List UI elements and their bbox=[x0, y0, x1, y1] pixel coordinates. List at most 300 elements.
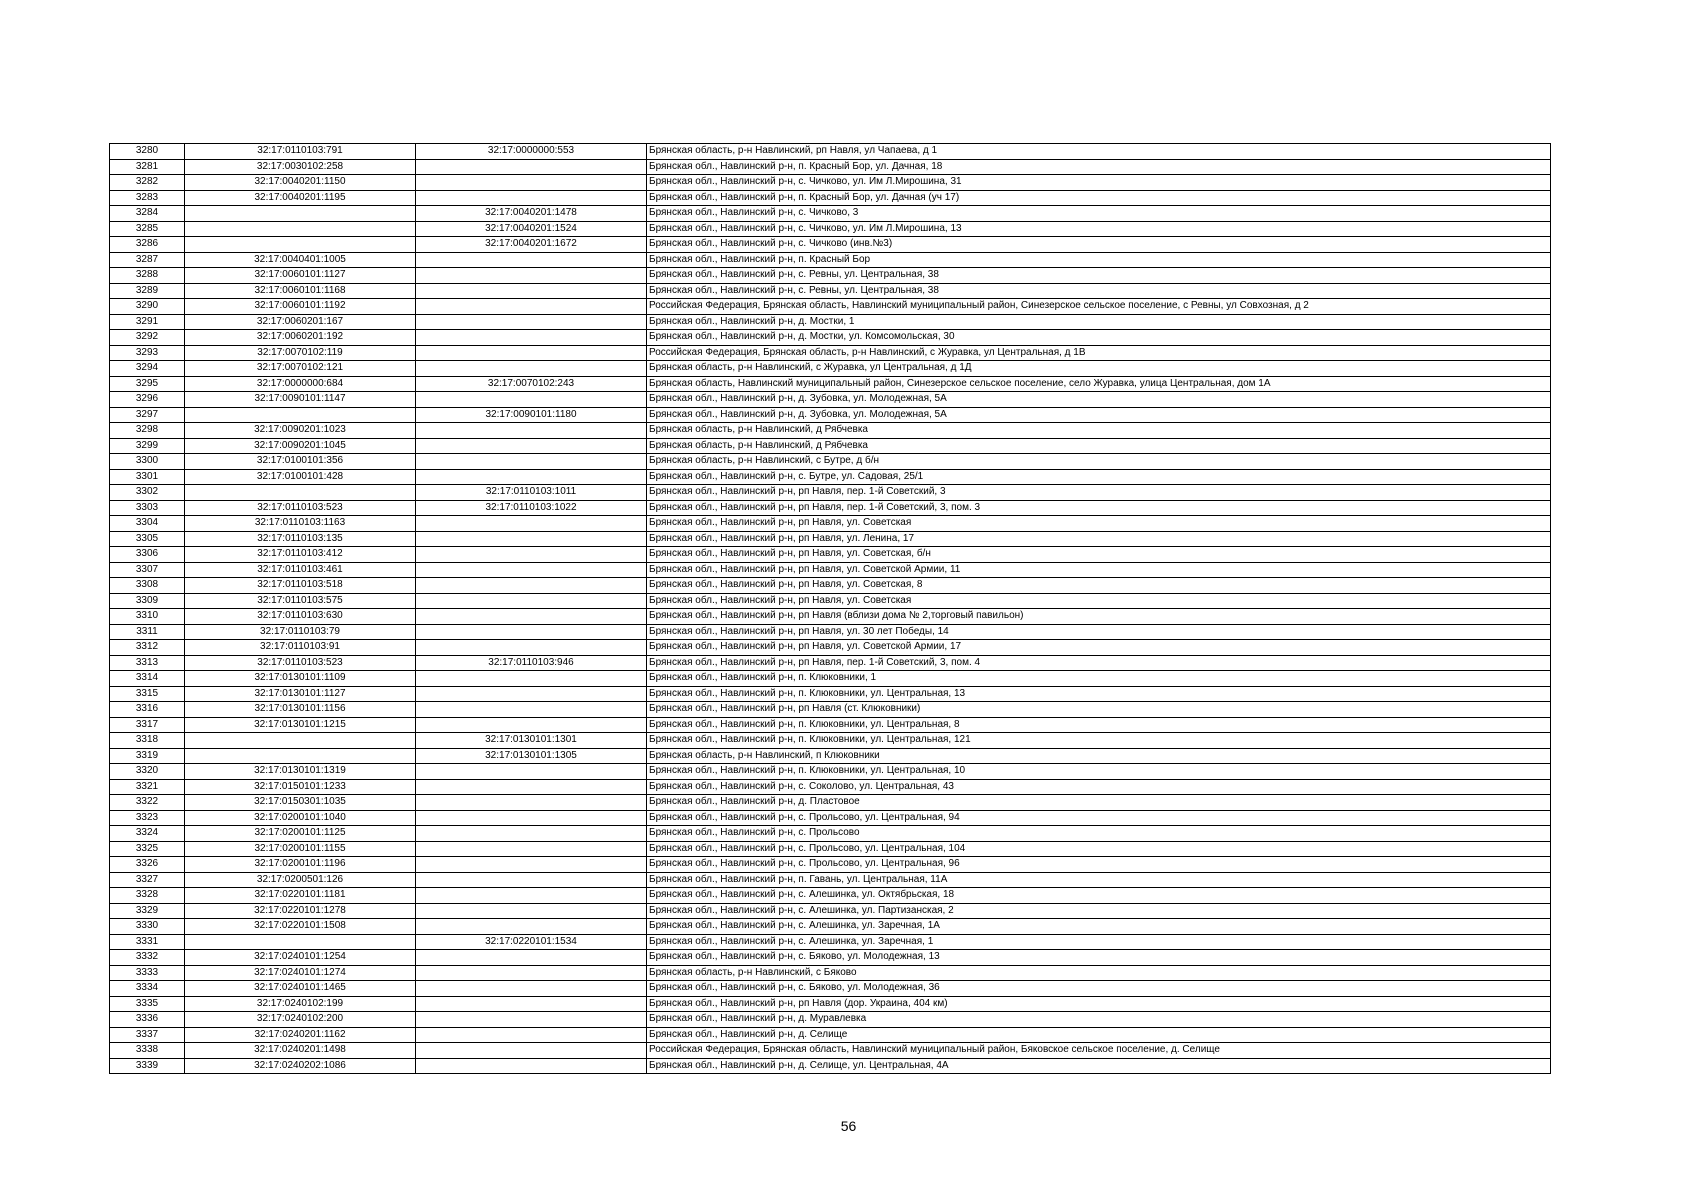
row-number-cell: 3281 bbox=[110, 159, 185, 175]
row-number-cell: 3280 bbox=[110, 144, 185, 160]
address-cell: Брянская обл., Навлинский р-н, с. Бяково, ул. Молодежная, 36 bbox=[647, 981, 1551, 997]
related-cadastral-number-cell bbox=[416, 888, 647, 904]
row-number-cell: 3306 bbox=[110, 547, 185, 563]
table-row bbox=[110, 779, 1551, 795]
related-cadastral-number-cell bbox=[416, 702, 647, 718]
row-number-cell: 3339 bbox=[110, 1058, 185, 1074]
related-cadastral-number-cell bbox=[416, 965, 647, 981]
address-cell: Брянская обл., Навлинский р-н, с. Алешинка, ул. Заречная, 1 bbox=[647, 934, 1551, 950]
row-number-cell: 3322 bbox=[110, 795, 185, 811]
related-cadastral-number-cell: 32:17:0090101:1180 bbox=[416, 407, 647, 423]
address-cell: Брянская обл., Навлинский р-н, с. Чичково, ул. Им Л.Мирошина, 13 bbox=[647, 221, 1551, 237]
cadastral-number-cell bbox=[185, 748, 416, 764]
row-number-cell: 3296 bbox=[110, 392, 185, 408]
address-cell: Брянская обл., Навлинский р-н, с. Бутре, ул. Садовая, 25/1 bbox=[647, 469, 1551, 485]
address-cell: Брянская обл., Навлинский р-н, рп Навля, ул. 30 лет Победы, 14 bbox=[647, 624, 1551, 640]
row-number-cell: 3294 bbox=[110, 361, 185, 377]
related-cadastral-number-cell: 32:17:0130101:1305 bbox=[416, 748, 647, 764]
row-number-cell: 3288 bbox=[110, 268, 185, 284]
cadastral-number-cell: 32:17:0090201:1045 bbox=[185, 438, 416, 454]
address-cell: Брянская обл., Навлинский р-н, рп Навля, ул. Советской Армии, 11 bbox=[647, 562, 1551, 578]
row-number-cell: 3316 bbox=[110, 702, 185, 718]
table-row bbox=[110, 996, 1551, 1012]
related-cadastral-number-cell bbox=[416, 454, 647, 470]
cadastral-number-cell: 32:17:0110103:791 bbox=[185, 144, 416, 160]
row-number-cell: 3323 bbox=[110, 810, 185, 826]
table-row bbox=[110, 330, 1551, 346]
related-cadastral-number-cell bbox=[416, 903, 647, 919]
related-cadastral-number-cell bbox=[416, 392, 647, 408]
cadastral-number-cell: 32:17:0030102:258 bbox=[185, 159, 416, 175]
address-cell: Российская Федерация, Брянская область, Навлинский муниципальный район, Бяковское сельское поселение, д. Селище bbox=[647, 1043, 1551, 1059]
row-number-cell: 3327 bbox=[110, 872, 185, 888]
page-number: 56 bbox=[840, 1118, 857, 1134]
row-number-cell: 3336 bbox=[110, 1012, 185, 1028]
table-row bbox=[110, 919, 1551, 935]
cadastral-number-cell: 32:17:0240201:1162 bbox=[185, 1027, 416, 1043]
cadastral-number-cell: 32:17:0200101:1196 bbox=[185, 857, 416, 873]
address-cell: Брянская обл., Навлинский р-н, п. Красный Бор, ул. Дачная (уч 17) bbox=[647, 190, 1551, 206]
row-number-cell: 3303 bbox=[110, 500, 185, 516]
cadastral-number-cell: 32:17:0110103:523 bbox=[185, 500, 416, 516]
cadastral-number-cell: 32:17:0240202:1086 bbox=[185, 1058, 416, 1074]
row-number-cell: 3328 bbox=[110, 888, 185, 904]
address-cell: Брянская обл., Навлинский р-н, д. Селище, ул. Центральная, 4А bbox=[647, 1058, 1551, 1074]
table-row bbox=[110, 190, 1551, 206]
related-cadastral-number-cell bbox=[416, 345, 647, 361]
address-cell: Брянская область, р-н Навлинский, д Рябчевка bbox=[647, 438, 1551, 454]
row-number-cell: 3283 bbox=[110, 190, 185, 206]
cadastral-number-cell: 32:17:0110103:630 bbox=[185, 609, 416, 625]
address-cell: Брянская область, р-н Навлинский, п Клюковники bbox=[647, 748, 1551, 764]
table-row bbox=[110, 407, 1551, 423]
related-cadastral-number-cell bbox=[416, 981, 647, 997]
address-cell: Брянская обл., Навлинский р-н, с. Прольсово bbox=[647, 826, 1551, 842]
table-row bbox=[110, 252, 1551, 268]
row-number-cell: 3315 bbox=[110, 686, 185, 702]
cadastral-number-cell: 32:17:0060101:1192 bbox=[185, 299, 416, 315]
table-row bbox=[110, 686, 1551, 702]
table-row bbox=[110, 872, 1551, 888]
address-cell: Брянская обл., Навлинский р-н, с. Чичково, 3 bbox=[647, 206, 1551, 222]
cadastral-number-cell: 32:17:0040201:1150 bbox=[185, 175, 416, 191]
row-number-cell: 3282 bbox=[110, 175, 185, 191]
related-cadastral-number-cell bbox=[416, 547, 647, 563]
row-number-cell: 3301 bbox=[110, 469, 185, 485]
address-cell: Брянская обл., Навлинский р-н, д. Мостки, ул. Комсомольская, 30 bbox=[647, 330, 1551, 346]
row-number-cell: 3291 bbox=[110, 314, 185, 330]
address-cell: Брянская обл., Навлинский р-н, п. Клюковники, ул. Центральная, 13 bbox=[647, 686, 1551, 702]
cadastral-number-cell bbox=[185, 407, 416, 423]
address-cell: Брянская обл., Навлинский р-н, д. Зубовка, ул. Молодежная, 5А bbox=[647, 392, 1551, 408]
related-cadastral-number-cell bbox=[416, 159, 647, 175]
row-number-cell: 3298 bbox=[110, 423, 185, 439]
cadastral-number-cell: 32:17:0220101:1181 bbox=[185, 888, 416, 904]
address-cell: Брянская область, р-н Навлинский, д Рябчевка bbox=[647, 423, 1551, 439]
table-row bbox=[110, 516, 1551, 532]
table-row bbox=[110, 857, 1551, 873]
related-cadastral-number-cell bbox=[416, 1012, 647, 1028]
row-number-cell: 3310 bbox=[110, 609, 185, 625]
related-cadastral-number-cell bbox=[416, 531, 647, 547]
address-cell: Брянская обл., Навлинский р-н, с. Ревны, ул. Центральная, 38 bbox=[647, 268, 1551, 284]
address-cell: Брянская обл., Навлинский р-н, с. Алешинка, ул. Партизанская, 2 bbox=[647, 903, 1551, 919]
table-row bbox=[110, 826, 1551, 842]
row-number-cell: 3338 bbox=[110, 1043, 185, 1059]
address-cell: Брянская обл., Навлинский р-н, рп Навля, ул. Советской Армии, 17 bbox=[647, 640, 1551, 656]
row-number-cell: 3290 bbox=[110, 299, 185, 315]
row-number-cell: 3311 bbox=[110, 624, 185, 640]
address-cell: Брянская обл., Навлинский р-н, п. Красный Бор, ул. Дачная, 18 bbox=[647, 159, 1551, 175]
cadastral-number-cell: 32:17:0070102:119 bbox=[185, 345, 416, 361]
related-cadastral-number-cell bbox=[416, 686, 647, 702]
related-cadastral-number-cell bbox=[416, 764, 647, 780]
related-cadastral-number-cell bbox=[416, 779, 647, 795]
cadastral-number-cell: 32:17:0060201:192 bbox=[185, 330, 416, 346]
related-cadastral-number-cell bbox=[416, 1043, 647, 1059]
table-row bbox=[110, 671, 1551, 687]
cadastral-number-cell: 32:17:0040201:1195 bbox=[185, 190, 416, 206]
registry-table-body bbox=[110, 144, 1551, 1074]
cadastral-number-cell: 32:17:0110103:523 bbox=[185, 655, 416, 671]
address-cell: Российская Федерация, Брянская область, р-н Навлинский, с Журавка, ул Центральная, д 1В bbox=[647, 345, 1551, 361]
table-row bbox=[110, 175, 1551, 191]
related-cadastral-number-cell bbox=[416, 314, 647, 330]
cadastral-number-cell: 32:17:0040401:1005 bbox=[185, 252, 416, 268]
cadastral-number-cell bbox=[185, 206, 416, 222]
cadastral-number-cell: 32:17:0130101:1156 bbox=[185, 702, 416, 718]
related-cadastral-number-cell bbox=[416, 423, 647, 439]
address-cell: Брянская обл., Навлинский р-н, рп Навля (вблизи дома № 2,торговый павильон) bbox=[647, 609, 1551, 625]
related-cadastral-number-cell: 32:17:0070102:243 bbox=[416, 376, 647, 392]
table-row bbox=[110, 438, 1551, 454]
table-row bbox=[110, 748, 1551, 764]
table-row bbox=[110, 981, 1551, 997]
row-number-cell: 3312 bbox=[110, 640, 185, 656]
table-row bbox=[110, 454, 1551, 470]
row-number-cell: 3324 bbox=[110, 826, 185, 842]
table-row bbox=[110, 547, 1551, 563]
related-cadastral-number-cell bbox=[416, 516, 647, 532]
address-cell: Брянская обл., Навлинский р-н, с. Алешинка, ул. Заречная, 1А bbox=[647, 919, 1551, 935]
address-cell: Брянская область, р-н Навлинский, с Бяково bbox=[647, 965, 1551, 981]
table-row bbox=[110, 1043, 1551, 1059]
row-number-cell: 3309 bbox=[110, 593, 185, 609]
address-cell: Брянская область, р-н Навлинский, с Журавка, ул Центральная, д 1Д bbox=[647, 361, 1551, 377]
address-cell: Брянская обл., Навлинский р-н, рп Навля, ул. Советская, 8 bbox=[647, 578, 1551, 594]
row-number-cell: 3292 bbox=[110, 330, 185, 346]
cadastral-number-cell bbox=[185, 221, 416, 237]
row-number-cell: 3332 bbox=[110, 950, 185, 966]
address-cell: Брянская обл., Навлинский р-н, с. Соколово, ул. Центральная, 43 bbox=[647, 779, 1551, 795]
address-cell: Брянская обл., Навлинский р-н, д. Пластовое bbox=[647, 795, 1551, 811]
table-row bbox=[110, 934, 1551, 950]
table-row bbox=[110, 965, 1551, 981]
cadastral-number-cell: 32:17:0090101:1147 bbox=[185, 392, 416, 408]
row-number-cell: 3319 bbox=[110, 748, 185, 764]
related-cadastral-number-cell: 32:17:0110103:1011 bbox=[416, 485, 647, 501]
cadastral-number-cell: 32:17:0130101:1127 bbox=[185, 686, 416, 702]
cadastral-number-cell: 32:17:0150301:1035 bbox=[185, 795, 416, 811]
cadastral-number-cell: 32:17:0060101:1127 bbox=[185, 268, 416, 284]
row-number-cell: 3307 bbox=[110, 562, 185, 578]
related-cadastral-number-cell: 32:17:0040201:1478 bbox=[416, 206, 647, 222]
cadastral-number-cell bbox=[185, 485, 416, 501]
table-row bbox=[110, 1058, 1551, 1074]
related-cadastral-number-cell bbox=[416, 1027, 647, 1043]
address-cell: Брянская обл., Навлинский р-н, рп Навля, ул. Советская bbox=[647, 593, 1551, 609]
cadastral-number-cell: 32:17:0070102:121 bbox=[185, 361, 416, 377]
row-number-cell: 3295 bbox=[110, 376, 185, 392]
address-cell: Брянская обл., Навлинский р-н, с. Прольсово, ул. Центральная, 94 bbox=[647, 810, 1551, 826]
table-row bbox=[110, 810, 1551, 826]
related-cadastral-number-cell bbox=[416, 996, 647, 1012]
row-number-cell: 3313 bbox=[110, 655, 185, 671]
address-cell: Брянская обл., Навлинский р-н, рп Навля, ул. Ленина, 17 bbox=[647, 531, 1551, 547]
related-cadastral-number-cell bbox=[416, 469, 647, 485]
address-cell: Брянская обл., Навлинский р-н, с. Прольсово, ул. Центральная, 96 bbox=[647, 857, 1551, 873]
cadastral-number-cell bbox=[185, 733, 416, 749]
table-row bbox=[110, 795, 1551, 811]
address-cell: Брянская обл., Навлинский р-н, рп Навля, пер. 1-й Советский, 3 bbox=[647, 485, 1551, 501]
address-cell: Брянская обл., Навлинский р-н, д. Зубовка, ул. Молодежная, 5А bbox=[647, 407, 1551, 423]
related-cadastral-number-cell bbox=[416, 671, 647, 687]
cadastral-number-cell: 32:17:0200101:1155 bbox=[185, 841, 416, 857]
table-row bbox=[110, 717, 1551, 733]
cadastral-number-cell: 32:17:0110103:412 bbox=[185, 547, 416, 563]
table-row bbox=[110, 469, 1551, 485]
row-number-cell: 3326 bbox=[110, 857, 185, 873]
related-cadastral-number-cell bbox=[416, 361, 647, 377]
row-number-cell: 3333 bbox=[110, 965, 185, 981]
related-cadastral-number-cell bbox=[416, 826, 647, 842]
address-cell: Брянская обл., Навлинский р-н, с. Прольсово, ул. Центральная, 104 bbox=[647, 841, 1551, 857]
row-number-cell: 3337 bbox=[110, 1027, 185, 1043]
related-cadastral-number-cell bbox=[416, 919, 647, 935]
cadastral-number-cell: 32:17:0150101:1233 bbox=[185, 779, 416, 795]
row-number-cell: 3330 bbox=[110, 919, 185, 935]
row-number-cell: 3293 bbox=[110, 345, 185, 361]
related-cadastral-number-cell bbox=[416, 252, 647, 268]
address-cell: Брянская обл., Навлинский р-н, с. Чичково, ул. Им Л.Мирошина, 31 bbox=[647, 175, 1551, 191]
cadastral-number-cell: 32:17:0110103:518 bbox=[185, 578, 416, 594]
cadastral-number-cell: 32:17:0200501:126 bbox=[185, 872, 416, 888]
related-cadastral-number-cell bbox=[416, 624, 647, 640]
table-row bbox=[110, 268, 1551, 284]
table-row bbox=[110, 593, 1551, 609]
table-row bbox=[110, 1027, 1551, 1043]
row-number-cell: 3285 bbox=[110, 221, 185, 237]
cadastral-number-cell: 32:17:0200101:1125 bbox=[185, 826, 416, 842]
address-cell: Брянская обл., Навлинский р-н, с. Ревны, ул. Центральная, 38 bbox=[647, 283, 1551, 299]
related-cadastral-number-cell bbox=[416, 810, 647, 826]
cadastral-number-cell: 32:17:0130101:1109 bbox=[185, 671, 416, 687]
table-row bbox=[110, 702, 1551, 718]
related-cadastral-number-cell: 32:17:0040201:1672 bbox=[416, 237, 647, 253]
cadastral-number-cell: 32:17:0100101:356 bbox=[185, 454, 416, 470]
related-cadastral-number-cell bbox=[416, 562, 647, 578]
related-cadastral-number-cell: 32:17:0130101:1301 bbox=[416, 733, 647, 749]
address-cell: Брянская обл., Навлинский р-н, д. Селище bbox=[647, 1027, 1551, 1043]
table-row bbox=[110, 640, 1551, 656]
cadastral-number-cell: 32:17:0110103:79 bbox=[185, 624, 416, 640]
table-row bbox=[110, 159, 1551, 175]
cadastral-number-cell: 32:17:0100101:428 bbox=[185, 469, 416, 485]
row-number-cell: 3331 bbox=[110, 934, 185, 950]
related-cadastral-number-cell bbox=[416, 872, 647, 888]
related-cadastral-number-cell bbox=[416, 640, 647, 656]
row-number-cell: 3329 bbox=[110, 903, 185, 919]
table-row bbox=[110, 314, 1551, 330]
row-number-cell: 3335 bbox=[110, 996, 185, 1012]
table-row bbox=[110, 531, 1551, 547]
related-cadastral-number-cell bbox=[416, 330, 647, 346]
cadastral-number-cell: 32:17:0130101:1319 bbox=[185, 764, 416, 780]
related-cadastral-number-cell bbox=[416, 950, 647, 966]
table-row bbox=[110, 841, 1551, 857]
table-row bbox=[110, 950, 1551, 966]
cadastral-number-cell: 32:17:0240102:200 bbox=[185, 1012, 416, 1028]
row-number-cell: 3320 bbox=[110, 764, 185, 780]
related-cadastral-number-cell: 32:17:0110103:946 bbox=[416, 655, 647, 671]
row-number-cell: 3304 bbox=[110, 516, 185, 532]
address-cell: Брянская обл., Навлинский р-н, с. Бяково, ул. Молодежная, 13 bbox=[647, 950, 1551, 966]
address-cell: Брянская обл., Навлинский р-н, д. Муравлевка bbox=[647, 1012, 1551, 1028]
address-cell: Брянская обл., Навлинский р-н, рп Навля (ст. Клюковники) bbox=[647, 702, 1551, 718]
cadastral-number-cell: 32:17:0220101:1508 bbox=[185, 919, 416, 935]
related-cadastral-number-cell bbox=[416, 175, 647, 191]
cadastral-number-cell: 32:17:0110103:135 bbox=[185, 531, 416, 547]
related-cadastral-number-cell: 32:17:0040201:1524 bbox=[416, 221, 647, 237]
table-row bbox=[110, 345, 1551, 361]
address-cell: Брянская обл., Навлинский р-н, с. Алешинка, ул. Октябрьская, 18 bbox=[647, 888, 1551, 904]
row-number-cell: 3284 bbox=[110, 206, 185, 222]
related-cadastral-number-cell bbox=[416, 795, 647, 811]
table-row bbox=[110, 609, 1551, 625]
cadastral-number-cell: 32:17:0060201:167 bbox=[185, 314, 416, 330]
table-row bbox=[110, 237, 1551, 253]
related-cadastral-number-cell: 32:17:0110103:1022 bbox=[416, 500, 647, 516]
table-row bbox=[110, 624, 1551, 640]
table-row bbox=[110, 283, 1551, 299]
related-cadastral-number-cell: 32:17:0220101:1534 bbox=[416, 934, 647, 950]
table-row bbox=[110, 361, 1551, 377]
cadastral-number-cell: 32:17:0240201:1498 bbox=[185, 1043, 416, 1059]
row-number-cell: 3289 bbox=[110, 283, 185, 299]
cadastral-number-cell: 32:17:0110103:1163 bbox=[185, 516, 416, 532]
row-number-cell: 3325 bbox=[110, 841, 185, 857]
address-cell: Брянская обл., Навлинский р-н, рп Навля, ул. Советская bbox=[647, 516, 1551, 532]
cadastral-number-cell: 32:17:0200101:1040 bbox=[185, 810, 416, 826]
row-number-cell: 3305 bbox=[110, 531, 185, 547]
cadastral-number-cell: 32:17:0240101:1465 bbox=[185, 981, 416, 997]
related-cadastral-number-cell bbox=[416, 1058, 647, 1074]
row-number-cell: 3287 bbox=[110, 252, 185, 268]
related-cadastral-number-cell bbox=[416, 268, 647, 284]
address-cell: Брянская обл., Навлинский р-н, п. Красный Бор bbox=[647, 252, 1551, 268]
table-row bbox=[110, 764, 1551, 780]
cadastral-number-cell: 32:17:0110103:575 bbox=[185, 593, 416, 609]
row-number-cell: 3308 bbox=[110, 578, 185, 594]
table-row bbox=[110, 1012, 1551, 1028]
address-cell: Брянская область, р-н Навлинский, рп Навля, ул Чапаева, д 1 bbox=[647, 144, 1551, 160]
address-cell: Российская Федерация, Брянская область, Навлинский муниципальный район, Синезерское сельское поселение, с Ревны, ул Совхозная, д 2 bbox=[647, 299, 1551, 315]
related-cadastral-number-cell: 32:17:0000000:553 bbox=[416, 144, 647, 160]
related-cadastral-number-cell bbox=[416, 593, 647, 609]
related-cadastral-number-cell bbox=[416, 299, 647, 315]
table-row bbox=[110, 144, 1551, 160]
table-row bbox=[110, 903, 1551, 919]
cadastral-number-cell: 32:17:0240102:199 bbox=[185, 996, 416, 1012]
row-number-cell: 3302 bbox=[110, 485, 185, 501]
address-cell: Брянская обл., Навлинский р-н, с. Чичково (инв.№3) bbox=[647, 237, 1551, 253]
table-row bbox=[110, 485, 1551, 501]
cadastral-number-cell: 32:17:0110103:91 bbox=[185, 640, 416, 656]
table-row bbox=[110, 562, 1551, 578]
row-number-cell: 3300 bbox=[110, 454, 185, 470]
table-row bbox=[110, 655, 1551, 671]
row-number-cell: 3318 bbox=[110, 733, 185, 749]
table-row bbox=[110, 206, 1551, 222]
address-cell: Брянская обл., Навлинский р-н, п. Клюковники, ул. Центральная, 10 bbox=[647, 764, 1551, 780]
address-cell: Брянская обл., Навлинский р-н, д. Мостки, 1 bbox=[647, 314, 1551, 330]
address-cell: Брянская обл., Навлинский р-н, п. Клюковники, ул. Центральная, 121 bbox=[647, 733, 1551, 749]
table-row bbox=[110, 376, 1551, 392]
row-number-cell: 3317 bbox=[110, 717, 185, 733]
table-row bbox=[110, 423, 1551, 439]
related-cadastral-number-cell bbox=[416, 841, 647, 857]
cadastral-number-cell: 32:17:0090201:1023 bbox=[185, 423, 416, 439]
address-cell: Брянская обл., Навлинский р-н, рп Навля (дор. Украина, 404 км) bbox=[647, 996, 1551, 1012]
address-cell: Брянская обл., Навлинский р-н, рп Навля, ул. Советская, б/н bbox=[647, 547, 1551, 563]
address-cell: Брянская обл., Навлинский р-н, рп Навля, пер. 1-й Советский, 3, пом. 4 bbox=[647, 655, 1551, 671]
cadastral-number-cell: 32:17:0110103:461 bbox=[185, 562, 416, 578]
registry-table bbox=[109, 143, 1551, 1074]
related-cadastral-number-cell bbox=[416, 283, 647, 299]
row-number-cell: 3286 bbox=[110, 237, 185, 253]
address-cell: Брянская обл., Навлинский р-н, рп Навля, пер. 1-й Советский, 3, пом. 3 bbox=[647, 500, 1551, 516]
cadastral-number-cell: 32:17:0130101:1215 bbox=[185, 717, 416, 733]
row-number-cell: 3334 bbox=[110, 981, 185, 997]
table-row bbox=[110, 888, 1551, 904]
address-cell: Брянская обл., Навлинский р-н, п. Гавань, ул. Центральная, 11А bbox=[647, 872, 1551, 888]
cadastral-number-cell: 32:17:0240101:1274 bbox=[185, 965, 416, 981]
address-cell: Брянская обл., Навлинский р-н, п. Клюковники, ул. Центральная, 8 bbox=[647, 717, 1551, 733]
related-cadastral-number-cell bbox=[416, 609, 647, 625]
related-cadastral-number-cell bbox=[416, 438, 647, 454]
cadastral-number-cell: 32:17:0240101:1254 bbox=[185, 950, 416, 966]
address-cell: Брянская обл., Навлинский р-н, п. Клюковники, 1 bbox=[647, 671, 1551, 687]
related-cadastral-number-cell bbox=[416, 190, 647, 206]
related-cadastral-number-cell bbox=[416, 578, 647, 594]
row-number-cell: 3314 bbox=[110, 671, 185, 687]
cadastral-number-cell bbox=[185, 237, 416, 253]
table-row bbox=[110, 221, 1551, 237]
row-number-cell: 3321 bbox=[110, 779, 185, 795]
cadastral-number-cell bbox=[185, 934, 416, 950]
cadastral-number-cell: 32:17:0060101:1168 bbox=[185, 283, 416, 299]
address-cell: Брянская область, р-н Навлинский, с Бутре, д б/н bbox=[647, 454, 1551, 470]
cadastral-number-cell: 32:17:0000000:684 bbox=[185, 376, 416, 392]
table-row bbox=[110, 392, 1551, 408]
cadastral-number-cell: 32:17:0220101:1278 bbox=[185, 903, 416, 919]
table-row bbox=[110, 500, 1551, 516]
row-number-cell: 3299 bbox=[110, 438, 185, 454]
table-row bbox=[110, 578, 1551, 594]
table-row bbox=[110, 733, 1551, 749]
related-cadastral-number-cell bbox=[416, 857, 647, 873]
address-cell: Брянская область, Навлинский муниципальный район, Синезерское сельское поселение, село Журавка, улица Центральная, дом 1А bbox=[647, 376, 1551, 392]
